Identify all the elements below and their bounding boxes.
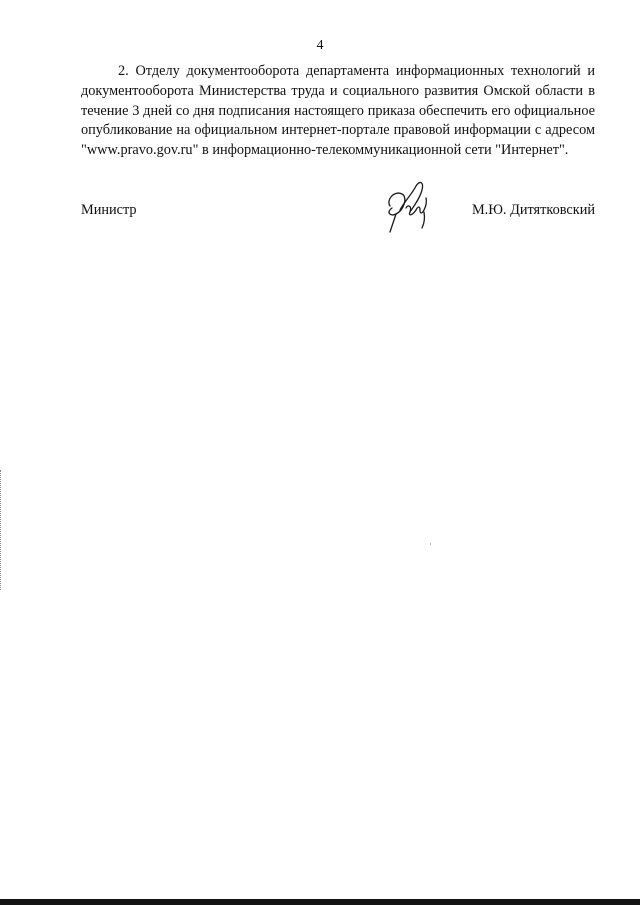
scan-edge-bottom (0, 899, 640, 905)
scan-edge-left (0, 470, 2, 590)
order-paragraph-2: 2. Отделу документооборота департамента информационных технологий и документооборота Министерства труда и социального развития Омской области в течение 3 дней со дня подписания настоящего приказа обеспечить его официальное опубликование на официальном интернет-портале правовой информации с адресом "www.pravo.gov.ru" в информационно-телекоммуникационной сети "Интернет". (81, 63, 595, 159)
signer-title: Министр (81, 202, 137, 218)
signature-icon (376, 176, 436, 236)
scan-speck (430, 543, 431, 545)
signature-block (81, 200, 595, 240)
signer-name: М.Ю. Дитятковский (471, 202, 595, 218)
page-number: 4 (316, 38, 324, 53)
